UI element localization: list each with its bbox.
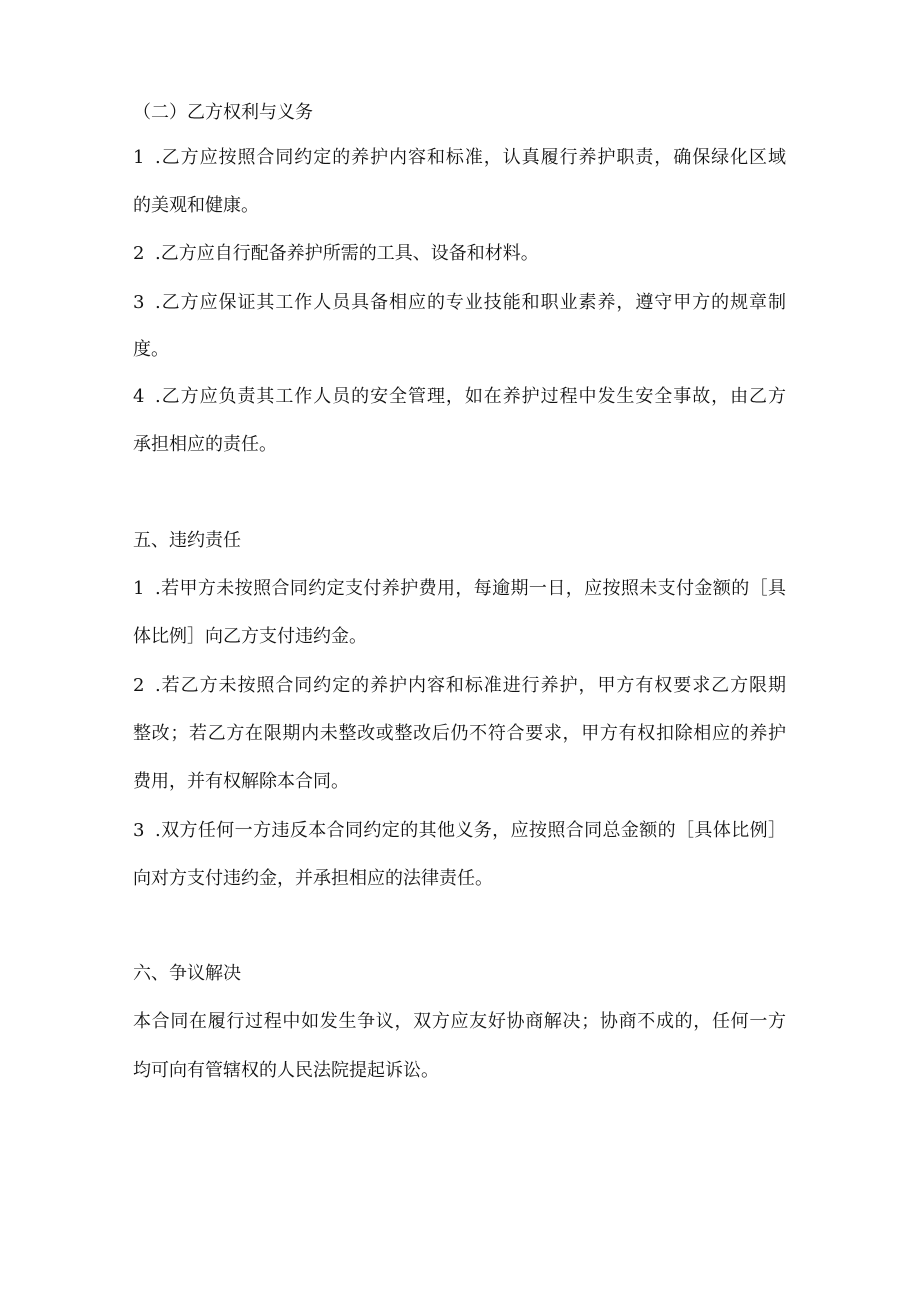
list-item-line	[133, 145, 786, 171]
list-item-line: 向对方支付违约金，并承担相应的法律责任。	[133, 868, 493, 889]
list-item-line: 整改；若乙方在限期内未整改或整改后仍不符合要求，甲方有权扣除相应的养护	[133, 723, 786, 744]
section-heading: 五、违约责任	[133, 530, 241, 551]
item-number: 2	[133, 675, 145, 696]
list-item-line: 承担相应的责任。	[133, 434, 277, 455]
list-item-line	[133, 384, 786, 410]
item-number: 1	[133, 578, 145, 599]
list-item-line: 费用，并有权解除本合同。	[133, 771, 349, 792]
item-text: .乙方应保证其工作人员具备相应的专业技能和职业素养，遵守甲方的规章制	[155, 292, 786, 313]
item-number: 1	[133, 147, 145, 168]
item-text: .若乙方未按照合同约定的养护内容和标准进行养护，甲方有权要求乙方限期	[155, 675, 786, 696]
item-text: .乙方应按照合同约定的养护内容和标准，认真履行养护职责，确保绿化区域	[155, 147, 786, 168]
list-item-line	[133, 290, 786, 316]
item-text: .乙方应自行配备养护所需的工具、设备和材料。	[155, 243, 539, 264]
paragraph-line: 均可向有管辖权的人民法院提起诉讼。	[133, 1060, 439, 1081]
list-item-line: 度。	[133, 339, 169, 360]
list-item-line	[133, 818, 786, 844]
list-item-line: 的美观和健康。	[133, 195, 259, 216]
item-number: 4	[133, 386, 145, 407]
paragraph-line: 本合同在履行过程中如发生争议，双方应友好协商解决；协商不成的，任何一方	[133, 1011, 786, 1032]
item-number: 3	[133, 292, 145, 313]
section-heading: （二）乙方权利与义务	[133, 102, 313, 123]
item-number: 3	[133, 820, 145, 841]
list-item-line	[133, 673, 786, 699]
item-text: .双方任何一方违反本合同约定的其他义务，应按照合同总金额的［具体比例］	[155, 820, 786, 841]
item-number: 2	[133, 243, 145, 264]
item-text: .乙方应负责其工作人员的安全管理，如在养护过程中发生安全事故，由乙方	[155, 386, 786, 407]
list-item-line	[133, 576, 786, 602]
item-text: .若甲方未按照合同约定支付养护费用，每逾期一日，应按照未支付金额的［具	[155, 578, 786, 599]
section-heading: 六、争议解决	[133, 963, 241, 984]
list-item-line	[133, 241, 539, 267]
list-item-line: 体比例］向乙方支付违约金。	[133, 626, 367, 647]
